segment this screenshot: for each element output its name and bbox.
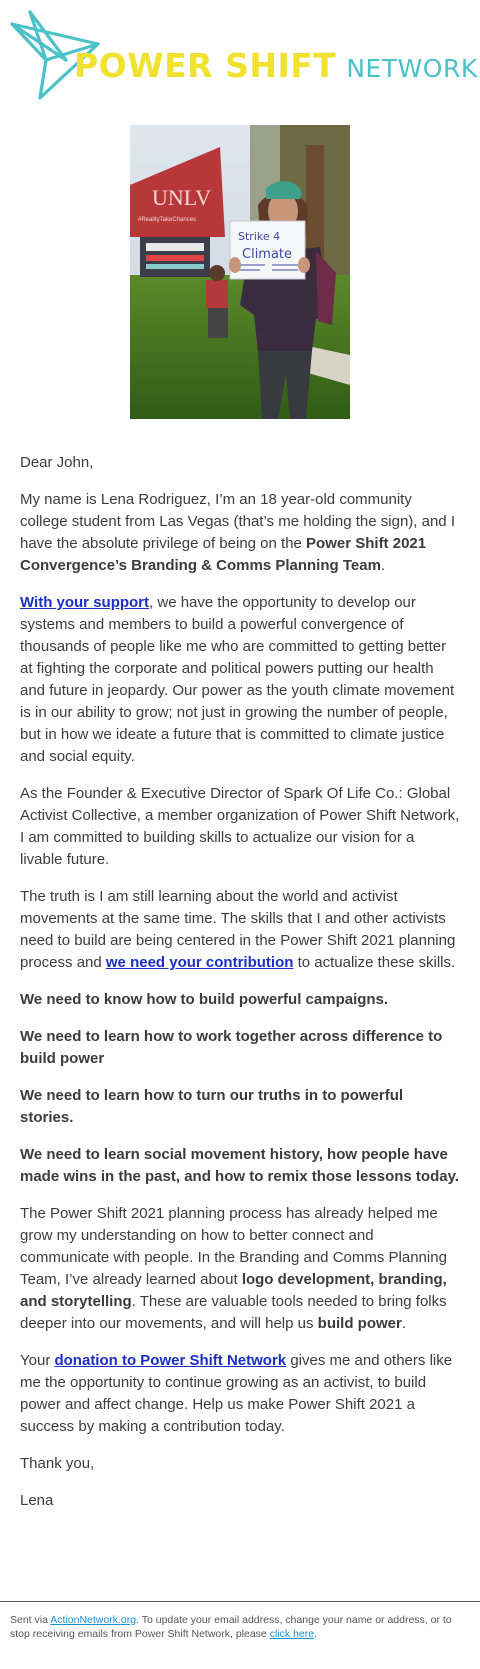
donation-link[interactable]: donation to Power Shift Network xyxy=(54,1352,287,1369)
footer xyxy=(0,1601,480,1641)
planning-text-end: . xyxy=(401,1315,407,1332)
logo-network-text: NETWORK xyxy=(346,54,478,83)
donation-text-end: gives me and others like me the opportunity to continue growing as an activist, to build power and affect change. Help us make Power Shift 2021 a success by making a contribution today. xyxy=(20,1352,453,1435)
planning-paragraph xyxy=(20,1203,460,1335)
intro-text-end: . xyxy=(380,557,386,574)
donation-paragraph xyxy=(20,1350,460,1438)
footer-text: Sent via xyxy=(10,1614,51,1626)
footer-text-mid: . To update your email address, change your name or address, or to stop receiving emails from Power Shift Network, please xyxy=(10,1614,452,1640)
header xyxy=(0,0,480,120)
with-your-support-link[interactable]: With your support xyxy=(20,594,150,611)
truth-text: The truth is I am still learning about the world and activist movements at the same time. The skills that I and other activists need to build are being centered in the Power Shift 2021 planning process and xyxy=(20,888,456,971)
bold-point xyxy=(20,1085,460,1129)
bold-point-text: We need to learn social movement history, how people have made wins in the past, and how to remix those lessons today. xyxy=(20,1146,459,1185)
photo-banner-text: UNLV xyxy=(152,185,212,210)
donation-text: Your xyxy=(20,1352,55,1369)
footer-text-end: . xyxy=(314,1628,317,1640)
bold-point-text: We need to learn how to turn our truths in to powerful stories. xyxy=(20,1087,404,1126)
bold-point xyxy=(20,1144,460,1188)
signoff: Thank you, xyxy=(20,1455,95,1472)
bold-point-text: We need to know how to build powerful campaigns. xyxy=(20,991,389,1008)
contribution-link[interactable]: we need your contribution xyxy=(105,954,294,971)
greeting: Dear John, xyxy=(20,454,94,471)
bold-point-text: We need to learn how to work together across difference to build power xyxy=(20,1028,443,1067)
planning-bold-skills: logo development, branding, and storytelling xyxy=(20,1271,447,1310)
planning-text-mid: . These are valuable tools needed to bring folks deeper into our movements, and will help us xyxy=(20,1293,447,1332)
support-paragraph xyxy=(20,592,460,768)
truth-paragraph xyxy=(20,886,460,974)
logo-wordmark xyxy=(74,46,478,85)
email-body xyxy=(20,452,460,1527)
planning-bold-power: build power xyxy=(317,1315,402,1332)
truth-text-end: to actualize these skills. xyxy=(293,954,456,971)
signature: Lena xyxy=(20,1492,54,1509)
intro-paragraph xyxy=(20,489,460,577)
photo-sign-line-2: Climate xyxy=(242,247,293,262)
intro-bold-team: Power Shift 2021 Convergence’s Branding & Comms Planning Team xyxy=(20,535,427,574)
hero-photo xyxy=(130,125,350,419)
actionnetwork-link[interactable]: ActionNetwork.org xyxy=(50,1614,137,1626)
logo-power-text: POWER SHIFT xyxy=(74,46,337,85)
founder-paragraph: As the Founder & Executive Director of Spark Of Life Co.: Global Activist Collective, a member organization of Power Shift Network, I am committed to building skills to actualize our vision for a livable future. xyxy=(20,785,460,868)
photo-sign-line-1: Strike 4 xyxy=(238,230,281,243)
unsubscribe-link[interactable]: click here xyxy=(269,1628,315,1640)
bold-point xyxy=(20,1026,460,1070)
photo-banner-hashtag: #RealityTakeChances xyxy=(138,217,197,223)
intro-text: My name is Lena Rodriguez, I’m an 18 year-old community college student from Las Vegas (that’s me holding the sign), and I have the absolute privilege of being on the xyxy=(20,491,455,552)
planning-text: The Power Shift 2021 planning process has already helped me grow my understanding on how to better connect and communicate with people. In the Branding and Comms Planning Team, I’ve already learned about xyxy=(20,1205,447,1288)
bold-point xyxy=(20,989,460,1011)
support-text: , we have the opportunity to develop our systems and members to build a powerful convergence of thousands of people like me who are committed to getting better at fighting the corporate and political powers putting our health and future in jeopardy. Our power as the youth climate movement is in our ability to grow; not just in growing the number of people, but in how we ideate a future that is committed to climate justice and social equity. xyxy=(20,594,455,765)
